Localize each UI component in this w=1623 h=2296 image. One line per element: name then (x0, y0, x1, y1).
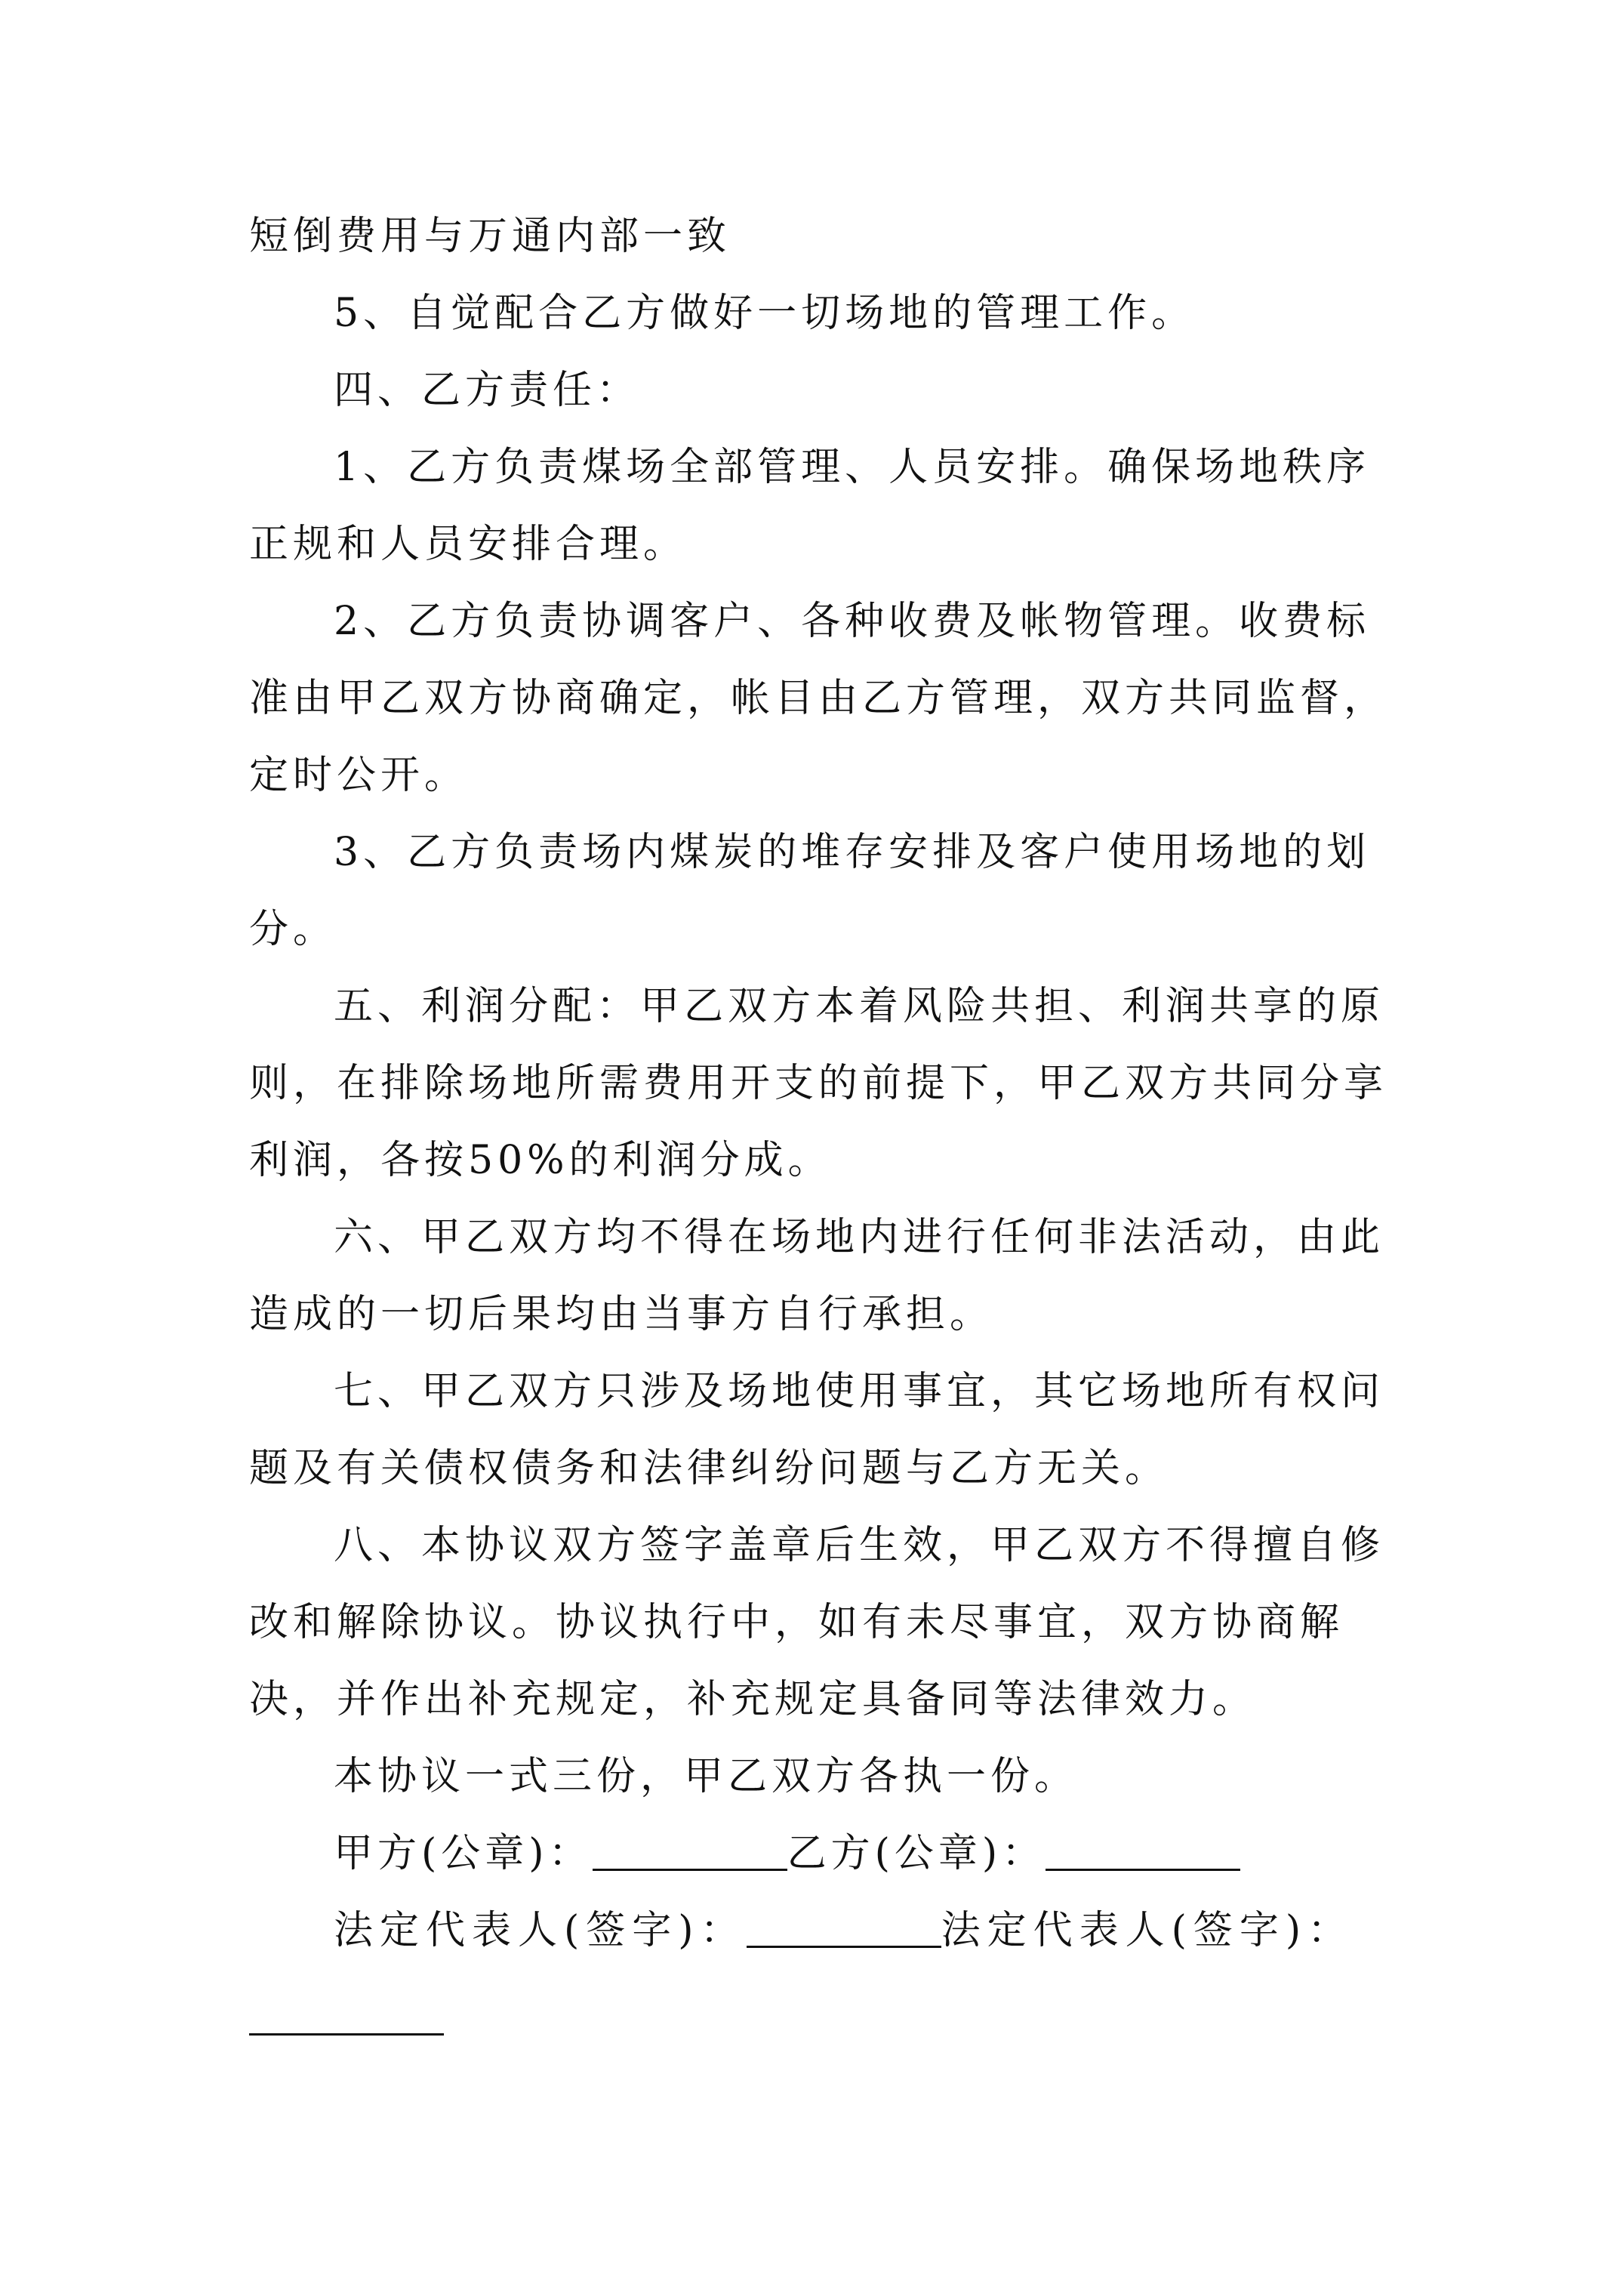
party-b-seal-blank (1046, 1828, 1240, 1871)
paragraph-4: 2、乙方负责协调客户、各种收费及帐物管理。收费标准由甲乙双方协商确定，帐目由乙方管理，双方共同监督，定时公开。 (249, 599, 1388, 798)
rep-a-label: 法定代表人(签字)： (334, 1908, 747, 1953)
paragraph-7: 六、甲乙双方均不得在场地内进行任何非法活动，由此造成的一切后果均由当事方自行承担。 (249, 1215, 1385, 1337)
paragraph-5: 3、乙方负责场内煤炭的堆存安排及客户使用场地的划分。 (249, 830, 1371, 952)
party-a-seal-label: 甲方(公章)： (334, 1831, 593, 1876)
paragraph-1: 5、自觉配合乙方做好一切场地的管理工作。 (334, 291, 1196, 336)
party-b-seal-label: 乙方(公章)： (787, 1831, 1046, 1876)
paragraph-9: 八、本协议双方签字盖章后生效，甲乙双方不得擅自修改和解除协议。协议执行中，如有未尽事宜，双方协商解决，并作出补充规定，补充规定具备同等法律效力。 (249, 1523, 1385, 1722)
paragraph-profit-distribution: 五、利润分配：甲乙双方本着风险共担、利润共享的原则，在排除场地所需费用开支的前提下，甲乙双方共同分享利润，各按50%的利润分成。 (249, 984, 1388, 1183)
paragraph-0: 短倒费用与万通内部一致 (249, 214, 731, 259)
paragraph-3: 1、乙方负责煤场全部管理、人员安排。确保场地秩序正规和人员安排合理。 (249, 445, 1371, 567)
seal-row (249, 1815, 1393, 1892)
paragraph-copies: 本协议一式三份，甲乙双方各执一份。 (334, 1754, 1079, 1799)
rep-b-blank (249, 2033, 444, 2036)
rep-b-label: 法定代表人(签字)： (941, 1908, 1354, 1953)
paragraph-8: 七、甲乙双方只涉及场地使用事宜，其它场地所有权问题及有关债权债务和法律纠纷问题与乙方无关。 (249, 1369, 1385, 1491)
party-a-seal-blank (593, 1828, 787, 1871)
rep-a-blank (747, 1905, 941, 1948)
document-body (249, 198, 1393, 1969)
representative-row (249, 1892, 1393, 1969)
section-heading-party-b-duties: 四、乙方责任： (334, 368, 641, 413)
